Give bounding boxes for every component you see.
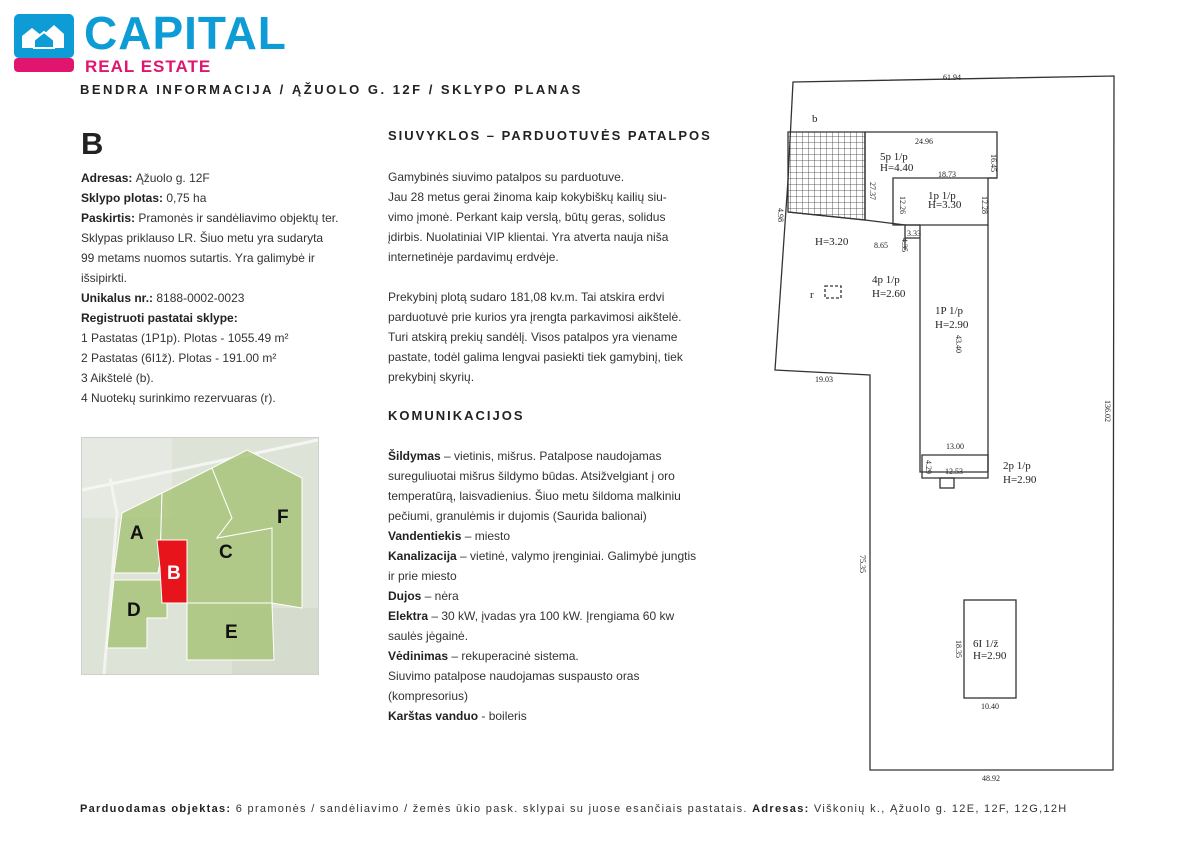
sildymas-label: Šildymas (388, 449, 441, 463)
map-label-a: A (130, 523, 144, 544)
building-item: 1 Pastatas (1P1p). Plotas - 1055.49 m² (81, 331, 289, 345)
paragraph-line: Prekybinį plotą sudaro 181,08 kv.m. Tai atskira erdvi (388, 290, 665, 304)
paragraph-line: Turi atskirą prekių sandėlį. Visos patalpos yra viename (388, 330, 678, 344)
reservoir-r (825, 286, 841, 298)
room-4p-name: 4p 1/p (872, 274, 900, 286)
dim-1300: 13.00 (946, 442, 964, 451)
dim-small: 4.98 (776, 208, 785, 222)
dim-top: 61.94 (943, 73, 961, 82)
room-1P-height: H=2.90 (935, 319, 969, 331)
dim-bottom: 48.92 (982, 774, 1000, 783)
paskirtis-label: Paskirtis: (81, 211, 136, 225)
footer-text-adresas: Viškonių k., Ąžuolo g. 12E, 12F, 12G,12H (809, 803, 1068, 815)
adresas-label: Adresas: (81, 171, 133, 185)
dujos-label: Dujos (388, 589, 422, 603)
dim-435: 4.35 (900, 238, 909, 252)
unikalus-label: Unikalus nr.: (81, 291, 154, 305)
elektra-label: Elektra (388, 609, 429, 623)
footer-label-objektas: Parduodamas objektas: (80, 803, 232, 815)
dim-left-lower: 75.35 (858, 555, 867, 573)
oras-line: (kompresorius) (388, 689, 469, 703)
room-height-320: H=3.20 (815, 236, 849, 248)
plotas-label: Sklypo plotas: (81, 191, 164, 205)
footer (80, 803, 1068, 815)
room-6i-name: 6I 1/ž (973, 638, 999, 650)
karstas-value: - boileris (478, 709, 527, 723)
dujos-value: – nėra (421, 589, 459, 603)
paskirtis-value: Pramonės ir sandėliavimo objektų ter. (138, 211, 339, 225)
building-item: 4 Nuotekų surinkimo rezervuaras (r). (81, 391, 276, 405)
footer-text-objektas: 6 pramonės / sandėliavimo / žemės ūkio pask. sklypai su juose esančiais pastatais. (231, 803, 753, 815)
footer-label-adresas: Adresas: (752, 803, 810, 815)
ownership-note-2: 99 metams nuomos sutartis. Yra galimybė ir (81, 251, 315, 265)
dim-2496: 24.96 (915, 137, 933, 146)
map-label-b: B (167, 563, 181, 584)
room-2p-name: 2p 1/p (1003, 460, 1031, 472)
paragraph-line: internetinėje pardavimų erdvėje. (388, 250, 559, 264)
paragraph-line: parduotuvė prie kurios yra įrengta parkavimosi aikštelė. (388, 310, 682, 324)
dim-1226: 12.26 (898, 196, 907, 214)
ownership-note-1: Sklypas priklauso LR. Šiuo metu yra sudaryta (81, 231, 324, 245)
site-map-drawing (82, 438, 318, 674)
label-b: b (812, 113, 818, 125)
dim-429: 4.29 (924, 460, 933, 474)
room-4p-height: H=2.60 (872, 288, 906, 300)
dim-1228: 12.28 (980, 196, 989, 214)
paragraph-gap (388, 267, 718, 287)
dim-1253: 12.53 (945, 467, 963, 476)
vedinimas-label: Vėdinimas (388, 649, 449, 663)
vandentiekis-value: – miesto (461, 529, 511, 543)
unikalus-value: 8188-0002-0023 (156, 291, 245, 305)
section-title-siuvyklos: SIUVYKLOS – PARDUOTUVĖS PATALPOS (388, 128, 712, 143)
paragraph-line: įdirbis. Nuolatiniai VIP klientai. Yra atverta nauja niša (388, 230, 669, 244)
room-2p-height: H=2.90 (1003, 474, 1037, 486)
dim-2737: 27.37 (868, 182, 877, 200)
kanalizacija-label: Kanalizacija (388, 549, 457, 563)
site-map (81, 437, 319, 675)
dim-1835: 18.35 (954, 640, 963, 658)
map-label-f: F (277, 507, 289, 528)
room-6i-height: H=2.90 (973, 650, 1007, 662)
sildymas-line: pečiumi, granulėmis ir dujomis (Saurida balionai) (388, 509, 647, 523)
entrance-step (940, 478, 954, 488)
room-1P-name: 1P 1/p (935, 305, 964, 317)
dim-1873: 18.73 (938, 170, 956, 179)
dim-4340: 43.40 (954, 335, 963, 353)
dim-333: 3.33 (907, 229, 921, 238)
label-r: r (810, 289, 814, 301)
dim-1040: 10.40 (981, 702, 999, 711)
elektra-line: saulės jėgainė. (388, 629, 469, 643)
plot-letter: B (81, 126, 104, 161)
brand-name: CAPITAL (84, 7, 287, 59)
brand-subtitle: REAL ESTATE (85, 57, 212, 76)
paragraph-line: pastate, todėl galima lengvai pasiekti tiek gamybinį, tiek (388, 350, 683, 364)
building-item: 2 Pastatas (6I1ž). Plotas - 191.00 m² (81, 351, 277, 365)
paragraph-line: Gamybinės siuvimo patalpos su parduotuve. (388, 170, 625, 184)
paragraph-line: vimo įmonė. Perkant kaip verslą, būtų geras, solidus (388, 210, 666, 224)
map-label-d: D (127, 600, 141, 621)
company-logo (14, 14, 76, 76)
map-label-e: E (225, 622, 238, 643)
kanalizacija-value: – vietinė, valymo įrenginiai. Galimybė jungtis (456, 549, 697, 563)
building-item: 3 Aikštelė (b). (81, 371, 154, 385)
vedinimas-value: – rekuperacinė sistema. (448, 649, 579, 663)
plot-info (81, 168, 371, 408)
dim-865: 8.65 (874, 241, 888, 250)
karstas-label: Karštas vanduo (388, 709, 479, 723)
adresas-value: Ąžuolo g. 12F (135, 171, 210, 185)
paragraph-line: prekybinį skyrių. (388, 370, 475, 384)
komunikacijos-text (388, 446, 718, 726)
room-1p-height: H=3.30 (928, 199, 962, 211)
section-title-komunikacijos: KOMUNIKACIJOS (388, 408, 525, 423)
dim-right: 136.02 (1103, 400, 1112, 422)
sildymas-line: sureguliuotai mišrus šildymo būdas. Atsižvelgiant į oro (388, 469, 675, 483)
dim-step: 19.03 (815, 375, 833, 384)
building-outline (865, 132, 997, 472)
kanalizacija-line: ir prie miesto (388, 569, 457, 583)
ownership-note-3: išsipirkti. (81, 271, 128, 285)
room-5p-height: H=4.40 (880, 162, 914, 174)
siuvyklos-text (388, 167, 718, 387)
room-5p-name: 5p 1/p (880, 151, 908, 163)
parking-area-b (788, 132, 865, 220)
elektra-value: – 30 kW, įvadas yra 100 kW. Įrengiama 60 kw (428, 609, 675, 623)
site-plan-drawing (760, 70, 1140, 790)
map-label-c: C (219, 542, 233, 563)
paragraph-line: Jau 28 metus gerai žinoma kaip kokybiškų kailių siu- (388, 190, 667, 204)
page-header: BENDRA INFORMACIJA / ĄŽUOLO G. 12F / SKLYPO PLANAS (80, 82, 583, 97)
dim-1645: 16.45 (989, 154, 998, 172)
sildymas-value: – vietinis, mišrus. Patalpose naudojamas (440, 449, 662, 463)
room-1p-name: 1p 1/p (928, 190, 956, 202)
plotas-value: 0,75 ha (166, 191, 207, 205)
sildymas-line: temperatūrą, laisvadienius. Šiuo metu šildoma malkiniu (388, 489, 681, 503)
registruoti-label: Registruoti pastatai sklype: (81, 311, 238, 325)
vandentiekis-label: Vandentiekis (388, 529, 462, 543)
oras-line: Siuvimo patalpose naudojamas suspausto oras (388, 669, 640, 683)
